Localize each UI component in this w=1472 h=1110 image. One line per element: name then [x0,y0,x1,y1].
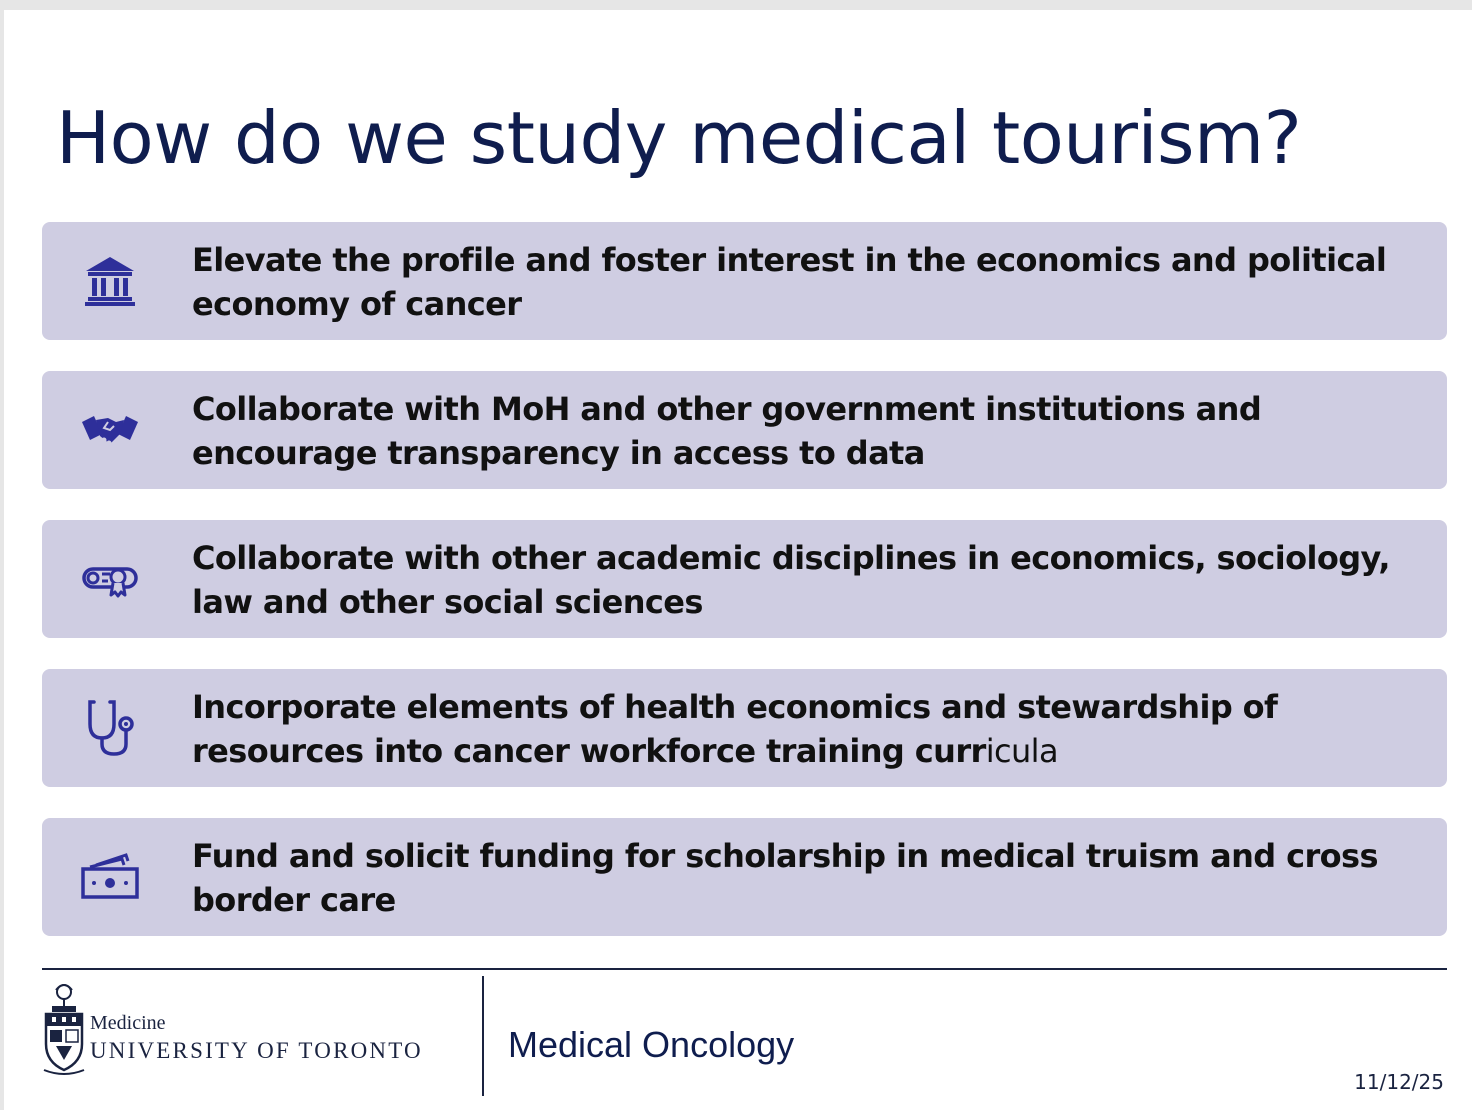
department-name: Medical Oncology [508,1024,795,1065]
slide [4,10,1472,1110]
slide-date: 11/12/25 [1354,1070,1444,1094]
bank-icon [80,251,140,311]
footer-separator [482,976,484,1096]
item-text: Collaborate with other academic disciplines in economics, sociology, law and other social sciences [192,539,1390,621]
item-text-bold: Incorporate elements of health economics and stewardship of resources into cancer workforce training curr [192,688,1278,770]
logo-medicine: Medicine [90,1012,166,1034]
item-text: Fund and solicit funding for scholarship in medical truism and cross border care [192,837,1378,919]
diploma-icon [80,549,140,609]
handshake-icon [80,400,140,460]
item-text-light: icula [985,732,1058,770]
item-text: Collaborate with MoH and other government institutions and encourage transparency in access to data [192,390,1262,472]
university-logo [42,982,462,1082]
slide-title: How do we study medical tourism? [56,96,1302,180]
stethoscope-icon [80,698,140,758]
list-item [42,520,1447,638]
crest-icon [42,982,86,1078]
item-text: Elevate the profile and foster interest in the economics and political economy of cancer [192,241,1387,323]
list-item [42,222,1447,340]
item-list [42,222,1447,967]
footer-divider [42,968,1447,970]
money-icon [80,847,140,907]
list-item [42,669,1447,787]
item-text [192,685,1433,773]
list-item [42,371,1447,489]
logo-university-name: UNIVERSITY OF TORONTO [90,1038,423,1063]
list-item [42,818,1447,936]
